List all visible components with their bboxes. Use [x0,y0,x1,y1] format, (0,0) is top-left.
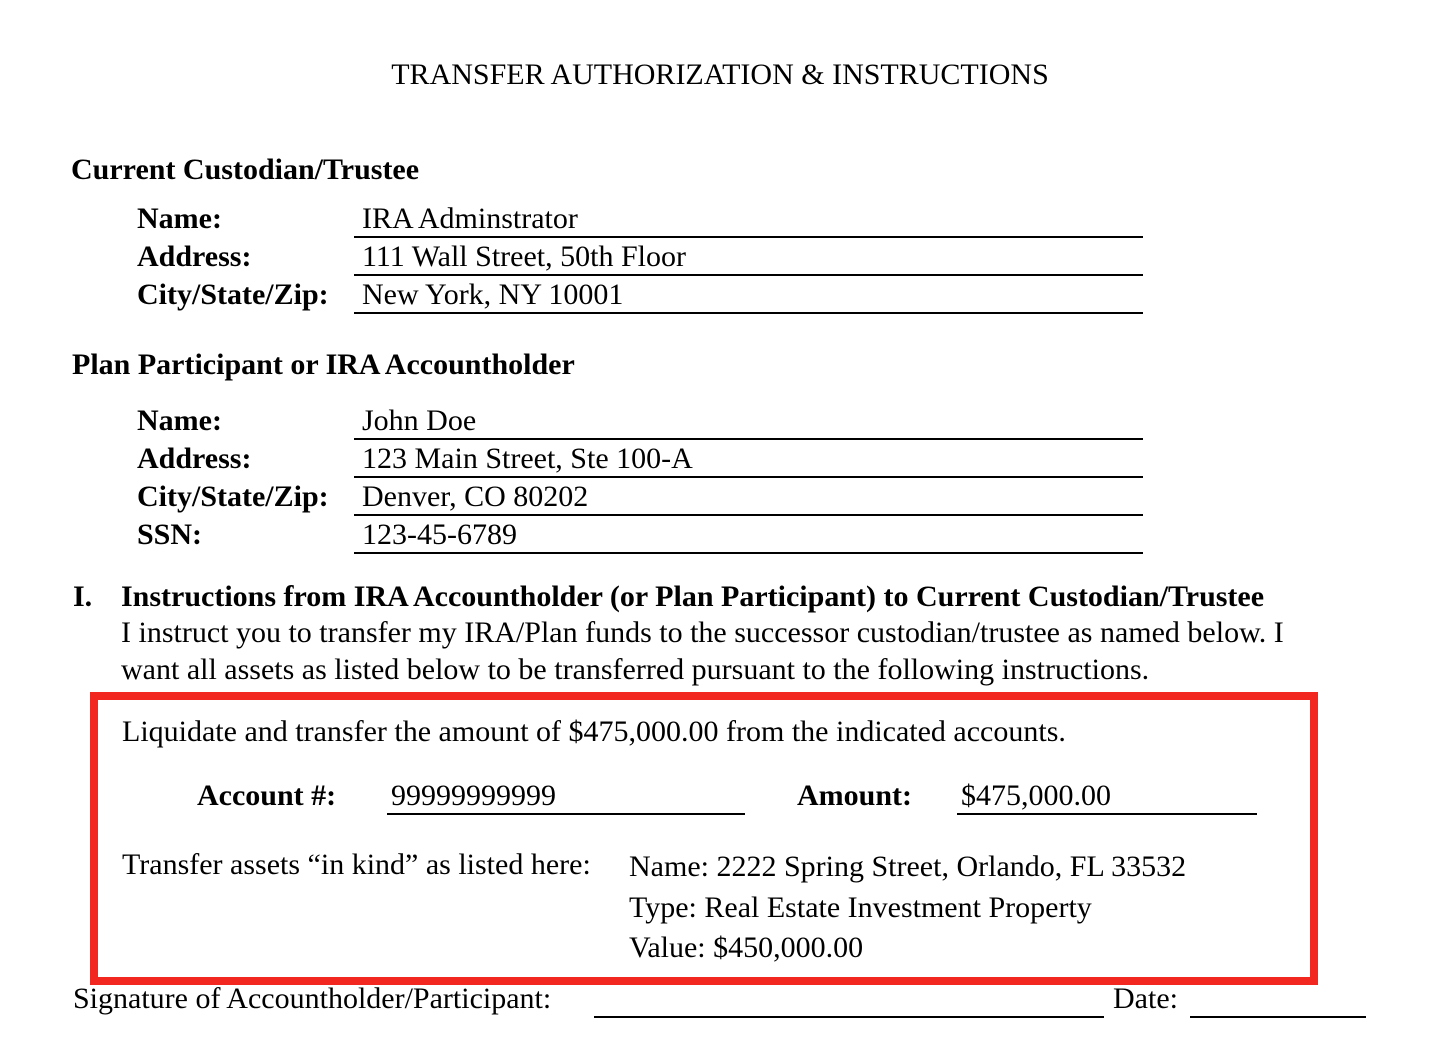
custodian-city-label: City/State/Zip: [137,278,329,311]
participant-name-value: John Doe [362,404,477,437]
participant-name-field[interactable] [354,404,1143,440]
custodian-address-value: 111 Wall Street, 50th Floor [362,240,686,273]
liquidate-text: Liquidate and transfer the amount of $475,000.00 from the indicated accounts. [122,715,1066,748]
amount-value: $475,000.00 [961,779,1111,812]
account-value: 99999999999 [391,779,556,812]
participant-heading: Plan Participant or IRA Accountholder [72,348,575,381]
custodian-name-label: Name: [137,202,222,235]
participant-ssn-label: SSN: [137,518,203,551]
participant-address-value: 123 Main Street, Ste 100-A [362,442,693,475]
in-kind-label: Transfer assets “in kind” as listed here: [122,848,591,881]
document-title: TRANSFER AUTHORIZATION & INSTRUCTIONS [391,58,1049,91]
participant-city-field[interactable] [354,480,1143,516]
in-kind-name: Name: 2222 Spring Street, Orlando, FL 33532 [629,850,1187,883]
participant-name-label: Name: [137,404,222,437]
signature-label: Signature of Accountholder/Participant: [73,982,552,1015]
account-field[interactable] [387,779,745,815]
participant-ssn-field[interactable] [354,518,1143,554]
instructions-heading: Instructions from IRA Accountholder (or Plan Participant) to Current Custodian/Trustee [121,580,1265,613]
account-label: Account #: [197,779,337,812]
signature-field[interactable] [594,982,1104,1018]
instructions-text-line1: I instruct you to transfer my IRA/Plan funds to the successor custodian/trustee as named below. I [121,616,1284,649]
amount-field[interactable] [957,779,1257,815]
custodian-city-field[interactable] [354,278,1143,314]
date-label: Date: [1113,982,1178,1015]
custodian-name-value: IRA Adminstrator [362,202,578,235]
date-field[interactable] [1190,982,1366,1018]
current-custodian-heading: Current Custodian/Trustee [71,153,420,186]
custodian-address-label: Address: [137,240,252,273]
participant-city-label: City/State/Zip: [137,480,329,513]
participant-city-value: Denver, CO 80202 [362,480,589,513]
custodian-name-field[interactable] [354,202,1143,238]
in-kind-type: Type: Real Estate Investment Property [629,891,1092,924]
amount-label: Amount: [797,779,913,812]
custodian-city-value: New York, NY 10001 [362,278,624,311]
participant-address-field[interactable] [354,442,1143,478]
custodian-address-field[interactable] [354,240,1143,276]
instructions-text-line2: want all assets as listed below to be transferred pursuant to the following instructions. [121,653,1150,686]
participant-address-label: Address: [137,442,252,475]
in-kind-value: Value: $450,000.00 [629,931,864,964]
section-number: I. [73,580,93,613]
participant-ssn-value: 123-45-6789 [362,518,517,551]
